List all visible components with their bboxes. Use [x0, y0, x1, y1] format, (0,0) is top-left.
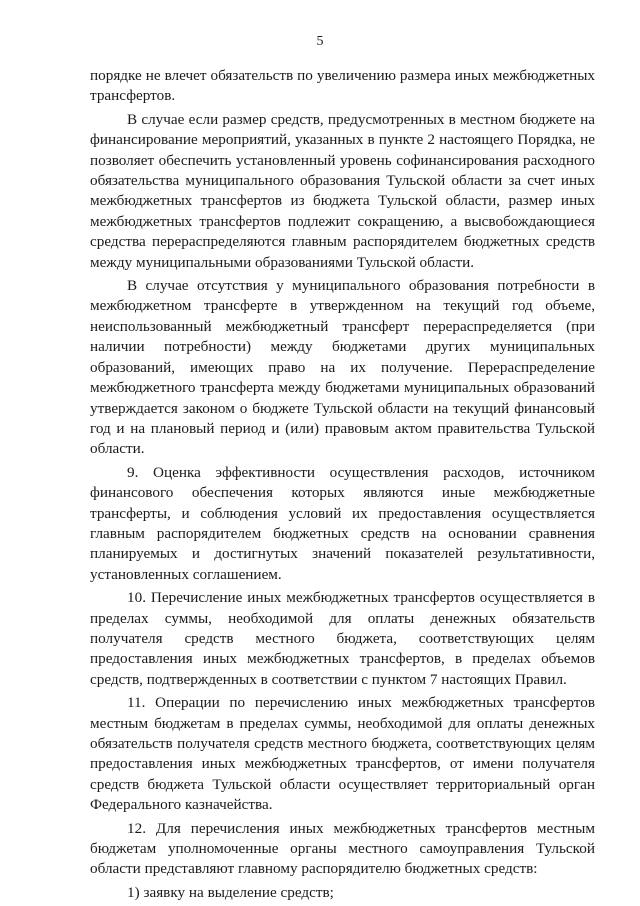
page-number: 5 [316, 34, 324, 49]
paragraph-subitem-1: 1) заявку на выделение средств; [127, 883, 334, 901]
paragraph-redistribution: В случае отсутствия у муниципального образования потребности в межбюджетном трансферте в утвержденном на текущий год объеме, неиспользованный межбюджетный трансферт перераспределяется (при наличии потребности) между бюджетами других муниципальных образований, имеющих право на их получение. Перераспределение межбюджетного трансферта между бюджетами муниципальных образований утверждается законом о бюджете Тульской области на текущий финансовый год и на плановый период и (или) правовым актом правительства Тульской области. [90, 277, 595, 458]
paragraph-item-10: 10. Перечисление иных межбюджетных трансфертов осуществляется в пределах суммы, необходимой для оплаты денежных обязательств получателя средств местного бюджета, соответствующих целям предоставления иных межбюджетных трансфертов, в пределах объемов средств, подтвержденных в соответствии с пунктом 7 настоящих Правил. [90, 589, 595, 688]
paragraph-cofinancing-reduction: В случае если размер средств, предусмотренных в местном бюджете на финансирование мероприятий, указанных в пункте 2 настоящего Порядка, не позволяет обеспечить установленный уровень софинансирования расходного обязательства муниципального образования Тульской области за счет иных межбюджетных трансфертов из бюджета Тульской области, размер иных межбюджетных трансфертов подлежит сокращению, а высвобождающиеся средства перераспределяются главным распорядителем бюджетных средств между муниципальными образованиями Тульской области. [90, 110, 595, 271]
paragraph-continuation: порядке не влечет обязательств по увеличению размера иных межбюджетных трансфертов. [90, 67, 595, 105]
document-body [90, 66, 595, 906]
paragraph-item-9: 9. Оценка эффективности осуществления расходов, источником финансового обеспечения которых являются иные межбюджетные трансферты, и соблюдения условий их предоставления осуществляется главным распорядителем бюджетных средств на основании сравнения планируемых и достигнутых значений показателей результативности, установленных соглашением. [90, 463, 595, 583]
paragraph-item-11: 11. Операции по перечислению иных межбюджетных трансфертов местным бюджетам в пределах суммы, необходимой для оплаты денежных обязательств получателя средств местного бюджета, соответствующих целям предоставления иных межбюджетных трансфертов, от имени получателя средств бюджета Тульской области осуществляет территориальный орган Федерального казначейства. [90, 694, 595, 814]
paragraph-item-12: 12. Для перечисления иных межбюджетных трансфертов местным бюджетам уполномоченные органы местного самоуправления Тульской области представляют главному распорядителю бюджетных средств: [90, 819, 595, 878]
